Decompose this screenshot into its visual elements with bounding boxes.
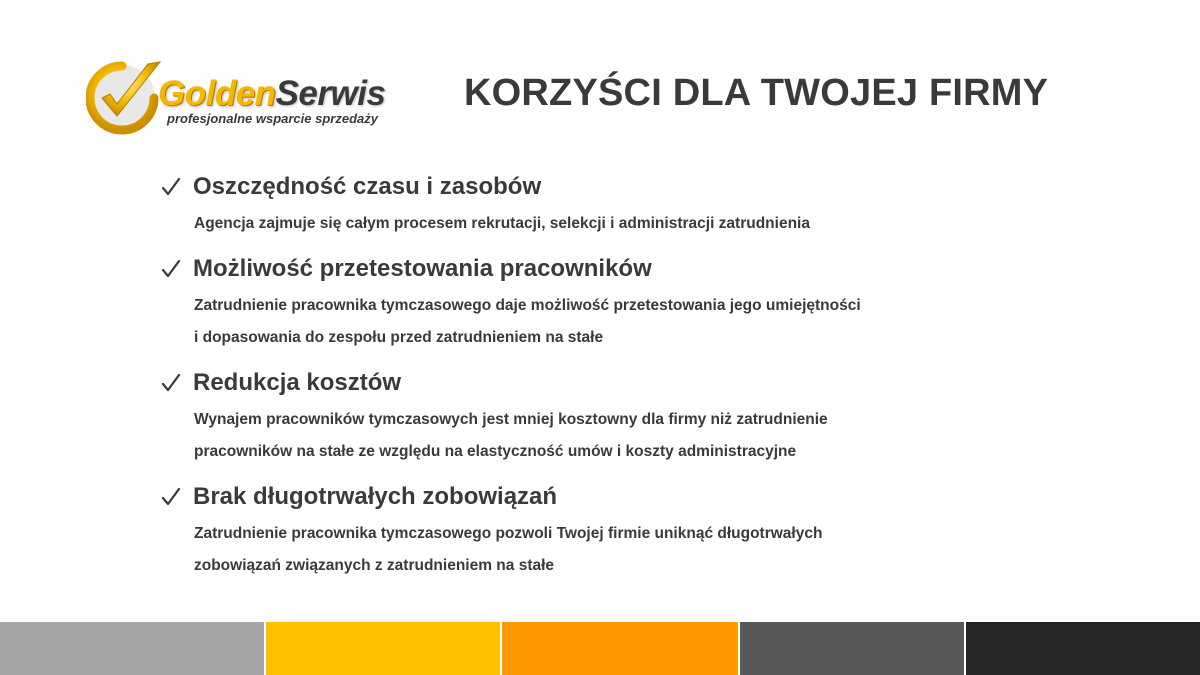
brand-word-golden: Golden (158, 74, 276, 113)
benefit-description (194, 290, 1060, 354)
benefit-description-line: Wynajem pracowników tymczasowych jest mniej kosztowny dla firmy niż zatrudnienie (194, 411, 828, 428)
checkmark-icon (160, 176, 182, 198)
brand-word-serwis: Serwis (275, 74, 386, 113)
benefit-description (194, 208, 1060, 240)
benefit-description-line: i dopasowania do zespołu przed zatrudnieniem na stałe (194, 329, 604, 346)
checkmark-icon (160, 486, 182, 508)
benefit-item (160, 480, 1060, 582)
checkmark-icon (160, 372, 182, 394)
benefit-item (160, 170, 1060, 240)
brand-wordmark (158, 76, 385, 111)
benefit-title: Redukcja kosztów (193, 369, 402, 396)
benefit-title: Oszczędność czasu i zasobów (193, 173, 542, 200)
footer-segment-gray (0, 622, 266, 675)
footer-color-bar (0, 622, 1200, 675)
footer-segment-yellow (266, 622, 502, 675)
benefit-item (160, 252, 1060, 354)
footer-segment-orange (502, 622, 740, 675)
footer-segment-dark-gray (740, 622, 966, 675)
golden-serwis-logo (86, 56, 416, 140)
benefit-description-line: pracowników na stałe ze względu na elastyczność umów i koszty administracyjne (194, 443, 797, 460)
page-title: KORZYŚCI DLA TWOJEJ FIRMY (464, 72, 1049, 114)
benefit-description (194, 518, 1060, 582)
brand-tagline: profesjonalne wsparcie sprzedaży (167, 111, 378, 126)
benefit-title: Brak długotrwałych zobowiązań (193, 483, 558, 510)
benefit-description-line: Zatrudnienie pracownika tymczasowego pozwoli Twojej firmie uniknąć długotrwałych (194, 525, 823, 542)
footer-segment-black (966, 622, 1200, 675)
benefit-description-line: zobowiązań związanych z zatrudnieniem na stałe (194, 557, 555, 574)
benefit-description-line: Agencja zajmuje się całym procesem rekrutacji, selekcji i administracji zatrudnienia (194, 215, 810, 232)
benefit-title: Możliwość przetestowania pracowników (193, 255, 652, 282)
benefit-item (160, 366, 1060, 468)
benefit-description-line: Zatrudnienie pracownika tymczasowego daje możliwość przetestowania jego umiejętności (194, 297, 861, 314)
benefits-list (160, 170, 1060, 594)
checkmark-icon (160, 258, 182, 280)
benefit-description (194, 404, 1060, 468)
